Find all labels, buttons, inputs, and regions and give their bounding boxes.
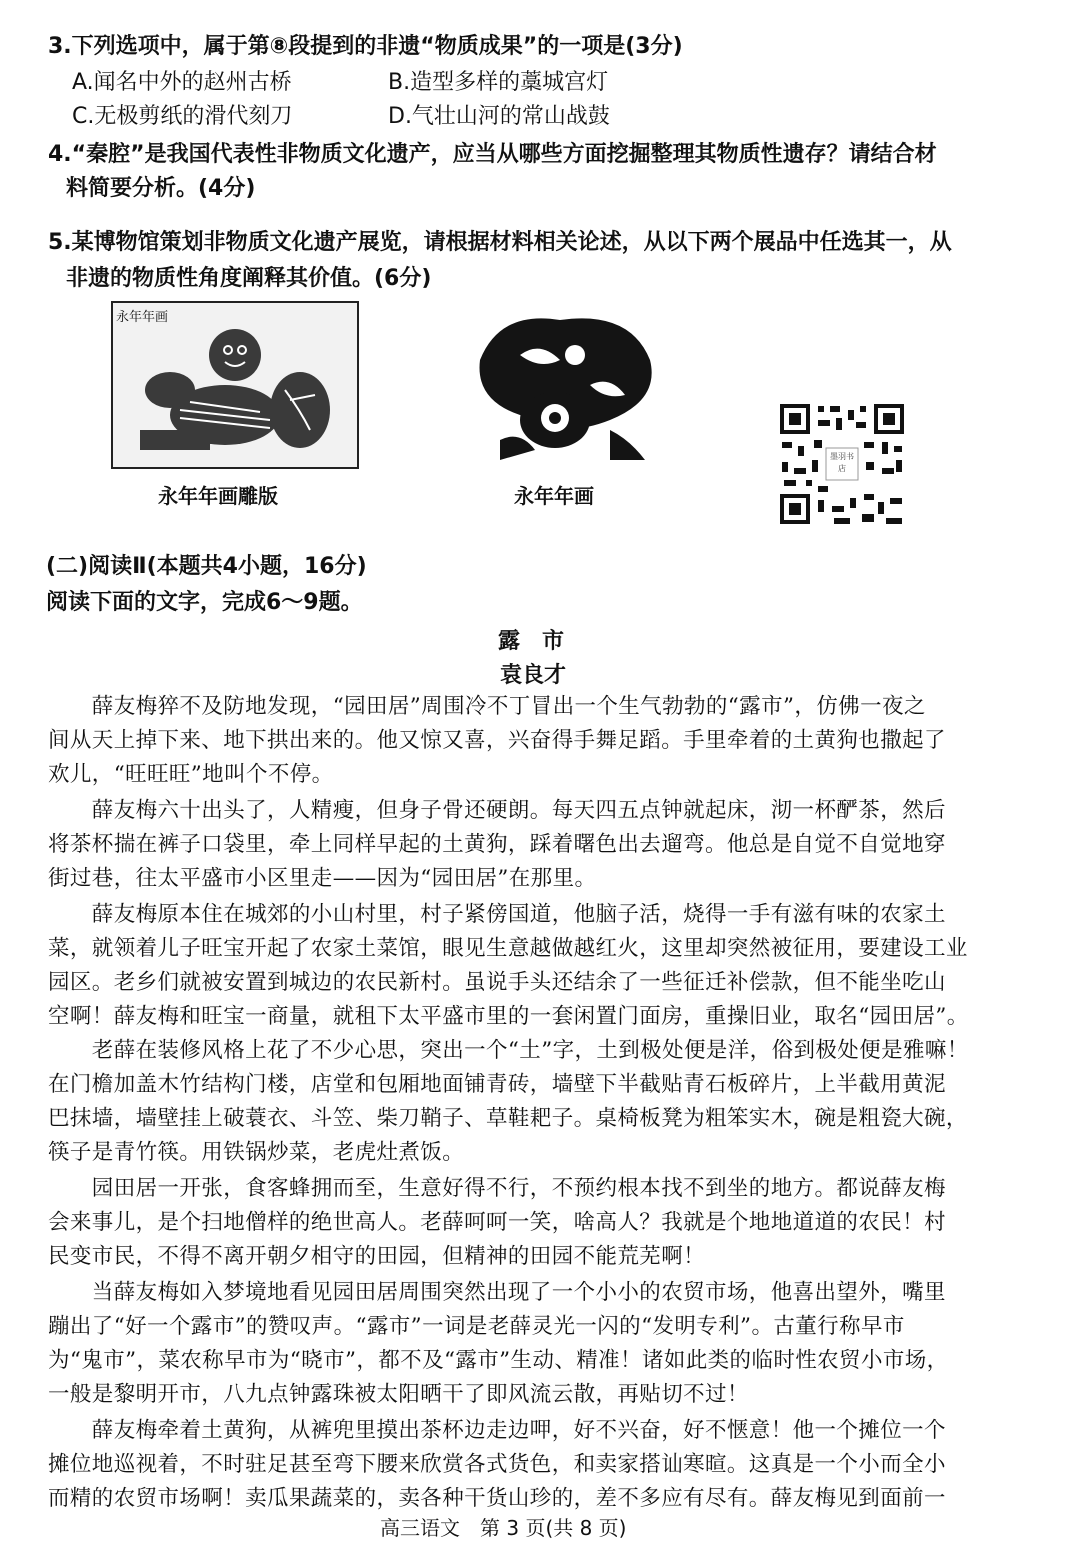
question-3-option-c: C.无极剪纸的滑代刻刀 <box>72 104 293 129</box>
section-2-instruction: 阅读下面的文字，完成6～9题。 <box>46 590 363 615</box>
question-3-option-b: B.造型多样的藁城宫灯 <box>388 70 609 95</box>
story-line: 民变市民，不得不离开朝夕相守的田园，但精神的田园不能荒芜啊！ <box>48 1244 706 1269</box>
woodblock-stamp-text: 永年年画 <box>116 306 168 325</box>
question-4-line-2: 料简要分析。(4分) <box>66 176 256 201</box>
question-5-line-1: 5.某博物馆策划非物质文化遗产展览，请根据材料相关论述，从以下两个展品中任选其一，从 <box>48 230 952 255</box>
story-line: 薛友梅六十出头了，人精瘦，但身子骨还硬朗。每天四五点钟就起床，沏一杯酽茶，然后 <box>48 798 946 823</box>
story-line: 当薛友梅如入梦境地看见园田居周围突然出现了一个小小的农贸市场，他喜出望外，嘴里 <box>48 1280 946 1305</box>
story-line: 菜，就领着儿子旺宝开起了农家土菜馆，眼见生意越做越红火，这里却突然被征用，要建设工业 <box>48 936 968 961</box>
story-line: 薛友梅牵着土黄狗，从裤兜里摸出茶杯边走边呷，好不兴奋，好不惬意！他一个摊位一个 <box>48 1418 946 1443</box>
story-line: 街过巷，往太平盛市小区里走——因为“园田居”在那里。 <box>48 866 597 891</box>
story-title: 露 市 <box>498 629 565 654</box>
woodblock-image <box>110 300 360 470</box>
qr-code[interactable] <box>778 402 906 526</box>
new-year-painting-caption: 永年年画 <box>514 484 594 508</box>
woodblock-caption: 永年年画雕版 <box>158 484 278 508</box>
story-line: 薛友梅原本住在城郊的小山村里，村子紧傍国道，他脑子活，烧得一手有滋有味的农家土 <box>48 902 946 927</box>
story-line: 欢儿，“旺旺旺”地叫个不停。 <box>48 762 334 787</box>
story-line: 筷子是青竹筷。用铁锅炒菜，老虎灶煮饭。 <box>48 1140 465 1165</box>
story-line: 在门檐加盖木竹结构门楼，店堂和包厢地面铺青砖，墙壁下半截贴青石板碎片，上半截用黄泥 <box>48 1072 946 1097</box>
question-3-option-d: D.气壮山河的常山战鼓 <box>388 104 610 129</box>
story-line: 为“鬼市”，菜农称早市为“晓市”，都不及“露市”生动、精准！诸如此类的临时性农贸小市场， <box>48 1348 949 1373</box>
story-line: 园田居一开张，食客蜂拥而至，生意好得不行，不预约根本找不到坐的地方。都说薛友梅 <box>48 1176 946 1201</box>
story-line: 一般是黎明开市，八九点钟露珠被太阳晒干了即风流云散，再贴切不过！ <box>48 1382 749 1407</box>
story-line: 蹦出了“好一个露市”的赞叹声。“露市”一词是老薛灵光一闪的“发明专利”。古董行称早市 <box>48 1314 905 1339</box>
story-line: 园区。老乡们就被安置到城边的农民新村。虽说手头还结余了一些征迁补偿款，但不能坐吃山 <box>48 970 946 995</box>
new-year-painting-image <box>460 300 670 470</box>
story-line: 薛友梅猝不及防地发现，“园田居”周围冷不丁冒出一个生气勃勃的“露市”，仿佛一夜之 <box>48 694 926 719</box>
qr-center-logo-text: 墨羽书店 <box>830 452 854 473</box>
story-line: 空啊！薛友梅和旺宝一商量，就租下太平盛市里的一套闲置门面房，重操旧业，取名“园田居”。 <box>48 1004 969 1029</box>
story-line: 巴抹墙，墙壁挂上破蓑衣、斗笠、柴刀鞘子、草鞋耙子。桌椅板凳为粗笨实木，碗是粗瓷大碗， <box>48 1106 968 1131</box>
question-3-stem: 3.下列选项中，属于第⑧段提到的非遗“物质成果”的一项是(3分) <box>48 34 683 59</box>
story-line: 而精的农贸市场啊！卖瓜果蔬菜的，卖各种干货山珍的，差不多应有尽有。薛友梅见到面前一 <box>48 1486 946 1511</box>
page-footer: 高三语文 第 3 页(共 8 页) <box>380 1516 627 1540</box>
story-line: 间从天上掉下来、地下拱出来的。他又惊又喜，兴奋得手舞足蹈。手里牵着的土黄狗也撒起了 <box>48 728 946 753</box>
question-4-line-1: 4.“秦腔”是我国代表性非物质文化遗产，应当从哪些方面挖掘整理其物质性遗存？请结合材 <box>48 142 937 167</box>
story-line: 将茶杯揣在裤子口袋里，牵上同样早起的土黄狗，踩着曙色出去遛弯。他总是自觉不自觉地穿 <box>48 832 946 857</box>
story-line: 老薛在装修风格上花了不少心思，突出一个“土”字，土到极处便是洋，俗到极处便是雅嘛！ <box>48 1038 969 1063</box>
story-line: 会来事儿，是个扫地僧样的绝世高人。老薛呵呵一笑，啥高人？我就是个地地道道的农民！村 <box>48 1210 946 1235</box>
story-line: 摊位地巡视着，不时驻足甚至弯下腰来欣赏各式货色，和卖家搭讪寒暄。这真是一个小而全小 <box>48 1452 946 1477</box>
question-5-line-2: 非遗的物质性角度阐释其价值。(6分) <box>66 266 432 291</box>
story-author: 袁良才 <box>500 663 567 688</box>
question-3-option-a: A.闻名中外的赵州古桥 <box>72 70 292 95</box>
section-2-header: (二)阅读Ⅱ(本题共4小题，16分) <box>46 554 367 579</box>
